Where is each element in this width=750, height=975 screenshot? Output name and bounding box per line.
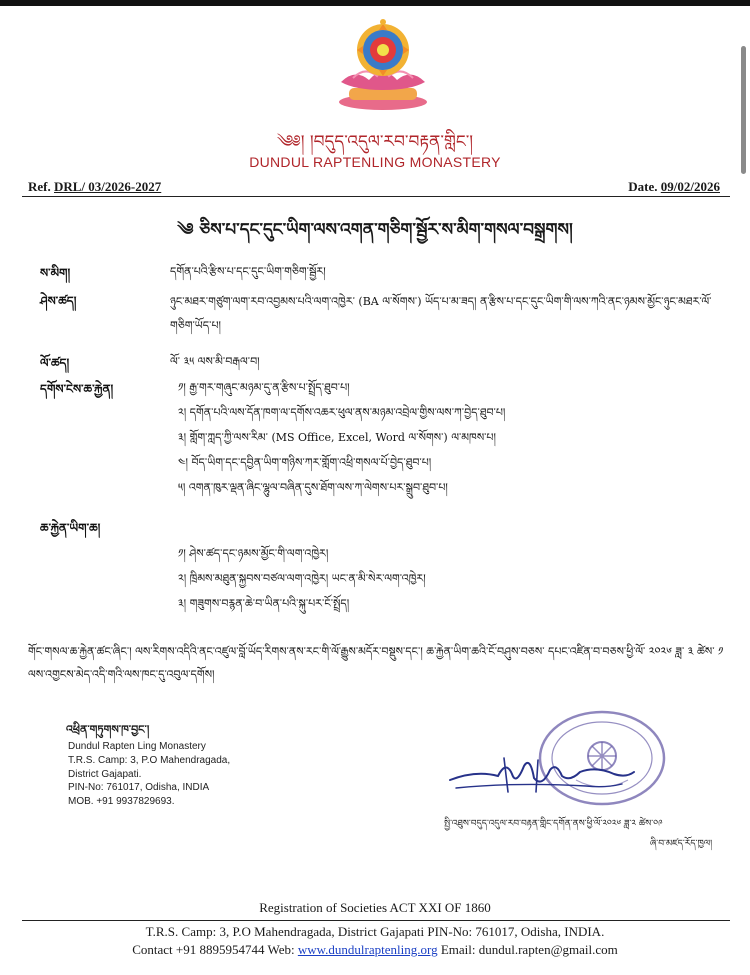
footer-contact (0, 942, 750, 958)
top-bar (0, 0, 750, 6)
address-line: Dundul Rapten Ling Monastery (68, 741, 206, 752)
address-line: District Gajapati. (68, 768, 142, 780)
stamp-note-line-2: ཞི་བ་མཛད་རོད་ཁྱལ། (650, 839, 713, 849)
address-line: MOB. +91 9937829693. (68, 796, 175, 808)
age-value: ལོ་ ༣༥ ལས་མི་བརྒལ་བ། (170, 355, 260, 368)
qualification-label: ཤེས་ཚད། (40, 294, 77, 308)
list-item: ༤། བོད་ཡིག་དང་དབྱིན་ཡིག་གཉིས་ཀར་གློག་འཕྲི་གསལ་པོ་བྱེད་ཐུབ་པ། (178, 456, 432, 469)
list-item: ༣། གཟུགས་བརྙན་ཆེ་བ་ཡིན་པའི་སྐུ་པར་ངོ་སྤྲོད། (178, 597, 350, 610)
tibetan-monastery-name: ༄༅། །བདུད་འདུལ་རབ་བརྟན་གླིང་། (276, 132, 474, 152)
ref-label: Ref. (28, 179, 51, 194)
list-item: ༡། རྒྱ་གར་གཞུང་མཉམ་དུ་ན་རྩིས་པ་སྤྲོད་ཐུབ་པ། (178, 381, 350, 394)
handwritten-signature (446, 752, 636, 800)
footer-divider (22, 920, 730, 921)
english-monastery-name: DUNDUL RAPTENLING MONASTERY (249, 154, 501, 170)
contact-address (68, 740, 230, 809)
closing-paragraph: གོང་གསལ་ཆ་རྐྱེན་ཚང་ཞིང་། ལས་རིགས་འདིའི་ནང་འཛུལ་བློ་ཡོད་རིགས་ནས་རང་གི་ལོ་རྒྱུས་མདོར་བསྡུས་དང་། ཆ་རྐྱེན་ཡིག་ཆའི་ངོ་བཤུས་བཅས་ དཔང་འཛིན་བ་བཅས་ཕྱི་ལོ་ ༢༠༢༦ ཟླ་ ༣ ཚེས་ ༡ ལས་འགྱངས་མེད་འདི་གའི་ལས་ཁང་དུ་འབུལ་དགོས། (28, 645, 724, 682)
contact-email: Email: dundul.rapten@gmail.com (437, 942, 618, 957)
documents-label: ཆ་རྐྱེན་ཡིག་ཆ། (40, 521, 101, 535)
address-line: PIN-No: 761017, Odisha, INDIA (68, 782, 210, 794)
requirements-list (178, 378, 728, 503)
contact-address-title: འཕྲིན་གཏུགས་ཁ་བྱང་། (66, 723, 150, 736)
list-item: ༡། ཤེས་ཚད་དང་ཉམས་མྱོང་གི་ལག་འཁྱེར། (178, 547, 329, 560)
monastery-logo-icon (335, 16, 431, 112)
date-value: 09/02/2026 (660, 179, 720, 194)
list-item: ༥། འགན་ཁུར་ལྡན་ཞིང་ལྷུལ་བཞིན་དུས་ཐོག་ལས་ཀ་ལེགས་པར་སྒྲུབ་ཐུབ་པ། (178, 481, 448, 494)
ref-value: DRL/ 03/2026-2027 (54, 179, 162, 194)
footer-address: T.R.S. Camp: 3, P.O Mahendragada, District Gajapati PIN-No: 761017, Odisha, INDIA. (145, 924, 605, 939)
documents-list (178, 544, 728, 619)
age-label: ལོ་ཚད། (40, 356, 70, 370)
list-item: ༢། ཁྲིམས་མཐུན་སྐྱབས་བཙལ་ལག་འཁྱེར། ཡང་ན་མི་སེར་ལག་འཁྱེར། (178, 572, 426, 585)
qualification-value: ཉུང་མཐར་གཙུག་ལག་རབ་འབྱམས་པའི་ལག་འཁྱེར་ (BA ལ་སོགས་) ཡོད་པ་མ་ཟད། ན་རྩིས་པ་དང་དུང་ཡིག་གི་ལས་ཀའི་ནང་ཉམས་མྱོང་ཉུང་མཐར་ལོ་གཅིག་ཡོད་པ། (170, 295, 712, 333)
contact-phone: Contact +91 8895954744 Web: (132, 942, 298, 957)
website-link[interactable]: www.dundulraptenling.org (297, 942, 438, 957)
reference-number (28, 179, 161, 195)
post-value: དགོན་པའི་རྩིས་པ་དང་དུང་ཡིག་གཅིག་སྦྱོར། (170, 265, 326, 278)
list-item: ༢། དགོན་པའི་ལས་དོན་ཁག་ལ་དགོས་འཆར་ཕུལ་ནས་མཉམ་འབྲེལ་གྱིས་ལས་ཀ་བྱེད་ཐུབ་པ། (178, 406, 506, 419)
stamp-note-line-1: སྤྱི་འཐུས་བདུད་འདུལ་རབ་བརྟན་གླིང་དགོན་ནས་ཕྱི་ལོ་༢༠༢༦ ཟླ་༢ ཚེས་༠༩ (444, 819, 663, 829)
header-divider (22, 196, 730, 197)
requirements-label: དགོས་ངེས་ཆ་རྐྱེན། (40, 382, 114, 396)
post-label: ས་མིག། (40, 266, 71, 280)
document-date (628, 179, 720, 195)
registration-text: Registration of Societies ACT XXI OF 1860 (259, 900, 491, 915)
address-line: T.R.S. Camp: 3, P.O Mahendragada, (68, 754, 231, 766)
list-item: ༣། གློག་ཀླད་ཀྱི་ལས་རིམ་ (MS Office, Excel, Word ལ་སོགས་) ལ་མཁས་པ། (178, 431, 496, 444)
date-label: Date. (628, 179, 658, 194)
notice-heading: ༄ ཅིས་པ་དང་དུང་ཡིག་ལས་འགན་གཅིག་སྦྱོར་ས་མིག་གསལ་བསྒྲགས། (177, 220, 573, 240)
